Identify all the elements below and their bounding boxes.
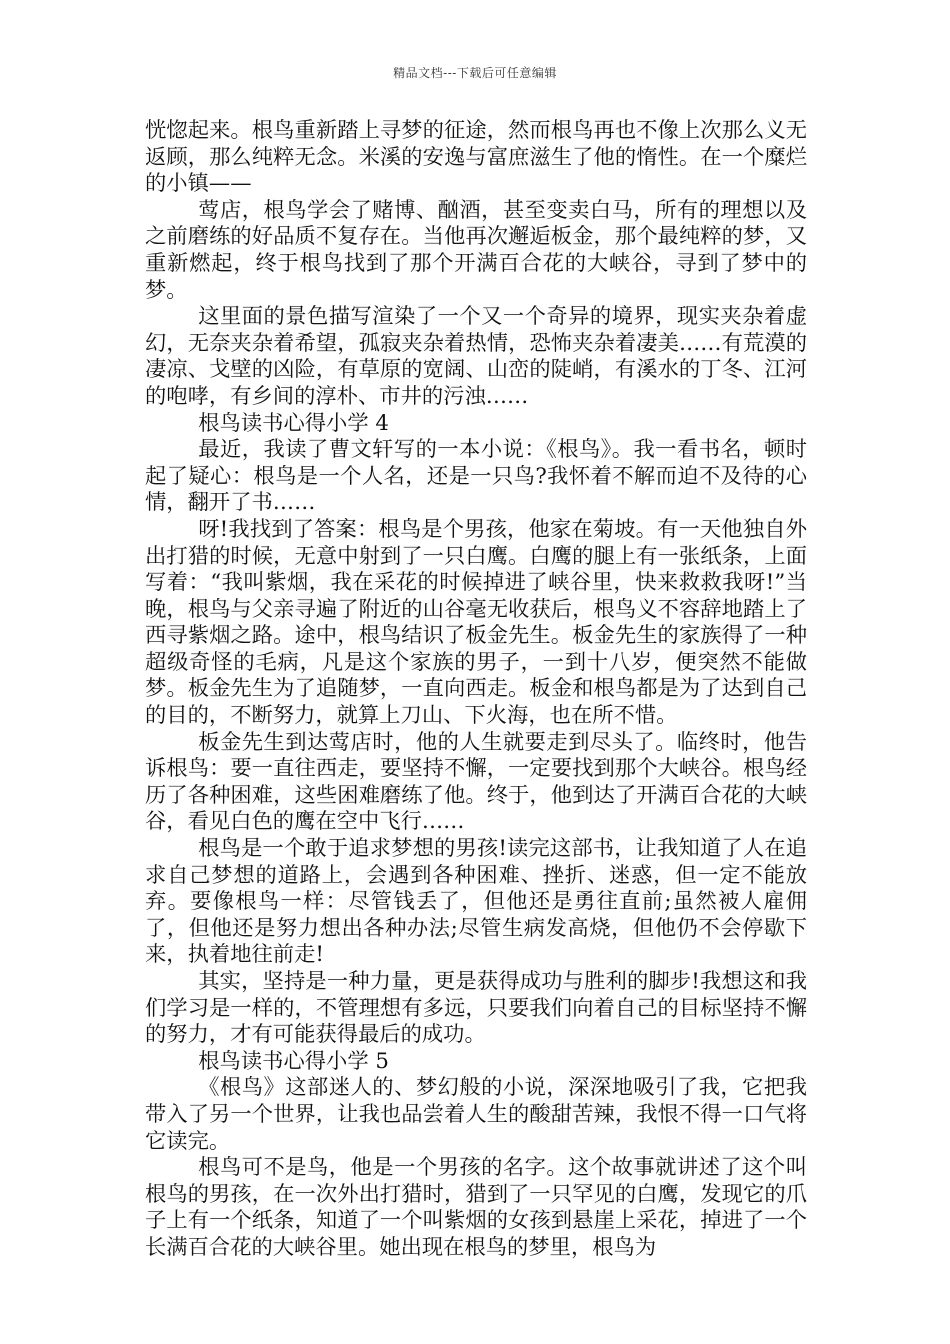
- paragraph: 最近，我读了曹文轩写的一本小说：《根鸟》。我一看书名，顿时起了疑心：根鸟是一个人名，还是一只鸟?我怀着不解而迫不及待的心情，翻开了书……: [145, 437, 807, 516]
- paragraph: 莺店，根鸟学会了赌博、酗酒，甚至变卖白马，所有的理想以及之前磨练的好品质不复存在。当他再次邂逅板金，那个最纯粹的梦，又重新燃起，终于根鸟找到了那个开满百合花的大峡谷，寻到了梦中的梦。: [145, 197, 807, 303]
- page-header: 精品文档---下载后可任意编辑: [393, 66, 557, 80]
- paragraph: 这里面的景色描写渲染了一个又一个奇异的境界，现实夹杂着虚幻，无奈夹杂着希望，孤寂夹杂着热情，恐怖夹杂着凄美……有荒漠的凄凉、戈壁的凶险，有草原的宽阔、山峦的陡峭，有溪水的丁冬、江河的咆哮，有乡间的淳朴、市井的污浊……: [145, 304, 807, 409]
- paragraph: 恍惚起来。根鸟重新踏上寻梦的征途，然而根鸟再也不像上次那么义无返顾，那么纯粹无念。米溪的安逸与富庶滋生了他的惰性。在一个糜烂的小镇——: [145, 118, 807, 197]
- paragraph: 《根鸟》这部迷人的、梦幻般的小说，深深地吸引了我，它把我带入了另一个世界，让我也品尝着人生的酸甜苦辣，我恨不得一口气将它读完。: [145, 1075, 807, 1154]
- paragraph: 板金先生到达莺店时，他的人生就要走到尽头了。临终时，他告诉根鸟：要一直往西走，要坚持不懈，一定要找到那个大峡谷。根鸟经历了各种困难，这些困难磨练了他。终于，他到达了开满百合花的大峡谷，看见白色的鹰在空中飞行……: [145, 729, 807, 835]
- paragraph: 根鸟可不是鸟，他是一个男孩的名字。这个故事就讲述了这个叫根鸟的男孩，在一次外出打猎时，猎到了一只罕见的白鹰，发现它的爪子上有一个纸条，知道了一个叫紫烟的女孩到悬崖上采花，掉进了一个长满百合花的大峡谷里。她出现在根鸟的梦里，根鸟为: [145, 1155, 807, 1260]
- paragraph: 呀!我找到了答案：根鸟是个男孩，他家在菊坡。有一天他独自外出打猎的时候，无意中射到了一只白鹰。白鹰的腿上有一张纸条，上面写着：“我叫紫烟，我在采花的时候掉进了峡谷里，快来救救我呀!”当晚，根鸟与父亲寻遍了附近的山谷毫无收获后，根鸟义不容辞地踏上了西寻紫烟之路。途中，根鸟结识了板金先生。板金先生的家族得了一种超级奇怪的毛病，凡是这个家族的男子，一到十八岁，便突然不能做梦。板金先生为了追随梦，一直向西走。板金和根鸟都是为了达到自己的目的，不断努力，就算上刀山、下火海，也在所不惜。: [145, 516, 807, 729]
- section-heading: 根鸟读书心得小学 5: [198, 1048, 389, 1074]
- paragraph: 其实，坚持是一种力量，更是获得成功与胜利的脚步!我想这和我们学习是一样的，不管理想有多远，只要我们向着自己的目标坚持不懈的努力，才有可能获得最后的成功。: [145, 969, 807, 1048]
- paragraph: 根鸟是一个敢于追求梦想的男孩!读完这部书，让我知道了人在追求自己梦想的道路上，会遇到各种困难、挫折、迷惑，但一定不能放弃。要像根鸟一样：尽管钱丢了，但他还是勇往直前;虽然被人雇佣了，但他还是努力想出各种办法;尽管生病发高烧，但他仍不会停歇下来，执着地往前走!: [145, 836, 807, 968]
- document-body: [145, 118, 807, 1262]
- section-heading: 根鸟读书心得小学 4: [198, 410, 389, 436]
